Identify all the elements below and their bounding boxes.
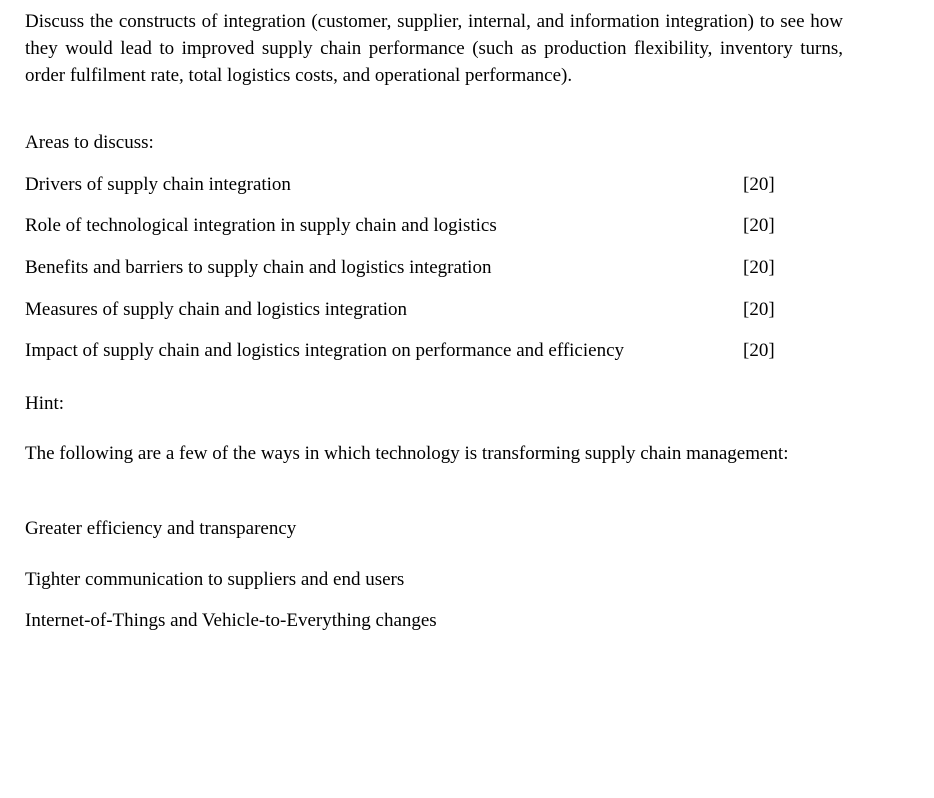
intro-paragraph: Discuss the constructs of integration (customer, supplier, internal, and information integration) to see how they would lead to improved supply chain performance (such as production flexibility, inventory turns, order fulfilment rate, total logistics costs, and operational performance). [25, 11, 843, 86]
area-label: Benefits and barriers to supply chain and logistics integration [25, 257, 492, 278]
area-marks: [20] [743, 299, 775, 320]
area-label: Measures of supply chain and logistics integration [25, 299, 408, 320]
area-label: Drivers of supply chain integration [25, 174, 291, 195]
areas-heading: Areas to discuss: [25, 132, 154, 153]
hint-intro-paragraph: The following are a few of the ways in which technology is transforming supply chain management: [25, 443, 789, 464]
hint-heading: Hint: [25, 393, 65, 414]
area-label: Impact of supply chain and logistics integration on performance and efficiency [25, 340, 625, 361]
area-row [25, 171, 843, 198]
area-row [25, 254, 843, 281]
area-row [25, 212, 843, 239]
area-marks: [20] [743, 340, 775, 361]
area-row [25, 337, 843, 364]
area-marks: [20] [743, 215, 775, 236]
area-label: Role of technological integration in supply chain and logistics [25, 215, 497, 236]
hint-item: Internet-of-Things and Vehicle-to-Everything changes [25, 610, 437, 631]
area-marks: [20] [743, 257, 775, 278]
hint-item: Greater efficiency and transparency [25, 518, 297, 539]
area-row [25, 296, 843, 323]
hint-item: Tighter communication to suppliers and end users [25, 569, 405, 590]
area-marks: [20] [743, 174, 775, 195]
